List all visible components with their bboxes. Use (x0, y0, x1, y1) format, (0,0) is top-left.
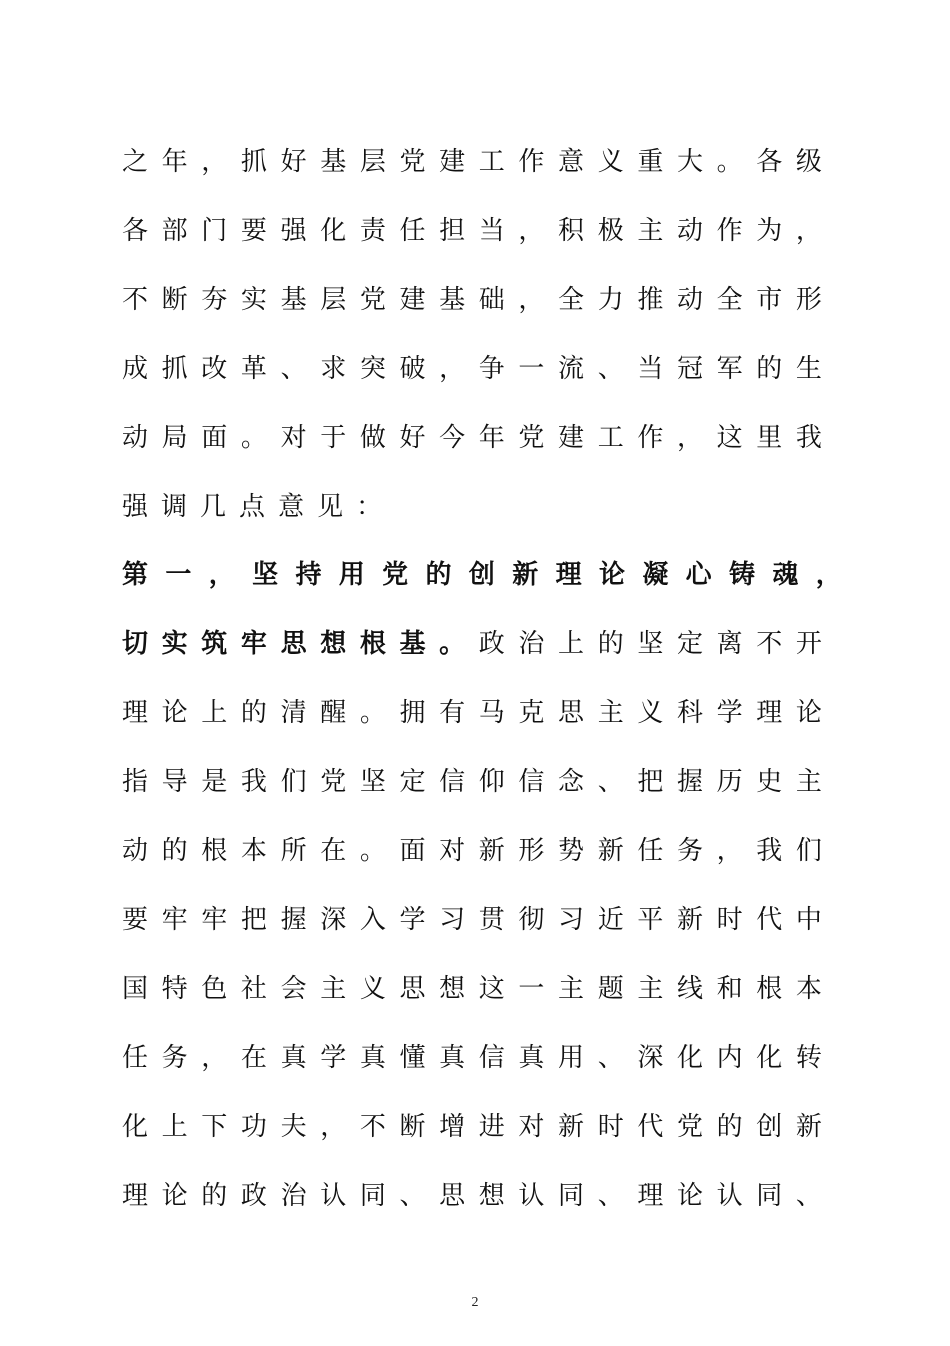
paragraph-line: 指 导 是 我 们 党 坚 定 信 仰 信 念 、 把 握 历 史 主 (122, 767, 822, 797)
paragraph-line: 任 务 ， 在 真 学 真 懂 真 信 真 用 、 深 化 内 化 转 (122, 1043, 822, 1073)
paragraph-line: 要 牢 牢 把 握 深 入 学 习 贯 彻 习 近 平 新 时 代 中 (122, 905, 822, 935)
section-heading: 第 一 ， 坚 持 用 党 的 创 新 理 论 凝 心 铸 魂 ， (122, 560, 842, 590)
paragraph-line: 动 局 面 。 对 于 做 好 今 年 党 建 工 作 ， 这 里 我 (122, 423, 822, 453)
paragraph-line: 不 断 夯 实 基 层 党 建 基 础 ， 全 力 推 动 全 市 形 (122, 285, 822, 315)
paragraph-line: 国 特 色 社 会 主 义 思 想 这 一 主 题 主 线 和 根 本 (122, 974, 822, 1004)
paragraph-line: 理 论 的 政 治 认 同 、 思 想 认 同 、 理 论 认 同 、 (122, 1181, 822, 1211)
paragraph-line: 成 抓 改 革 、 求 突 破 ， 争 一 流 、 当 冠 军 的 生 (122, 354, 822, 384)
paragraph-line: 之 年 ， 抓 好 基 层 党 建 工 作 意 义 重 大 。 各 级 (122, 147, 822, 177)
heading-continuation-line: 切 实 筑 牢 思 想 根 基 。 政 治 上 的 坚 定 离 不 开 (122, 629, 822, 659)
paragraph-line: 化 上 下 功 夫 ， 不 断 增 进 对 新 时 代 党 的 创 新 (122, 1112, 822, 1142)
paragraph-line: 强 调 几 点 意 见 ： (122, 492, 383, 522)
paragraph-line: 动 的 根 本 所 在 。 面 对 新 形 势 新 任 务 ， 我 们 (122, 836, 822, 866)
paragraph-line: 理 论 上 的 清 醒 。 拥 有 马 克 思 主 义 科 学 理 论 (122, 698, 822, 728)
page-number: 2 (471, 1295, 479, 1310)
paragraph-line: 各 部 门 要 强 化 责 任 担 当 ， 积 极 主 动 作 为 ， (122, 216, 822, 246)
